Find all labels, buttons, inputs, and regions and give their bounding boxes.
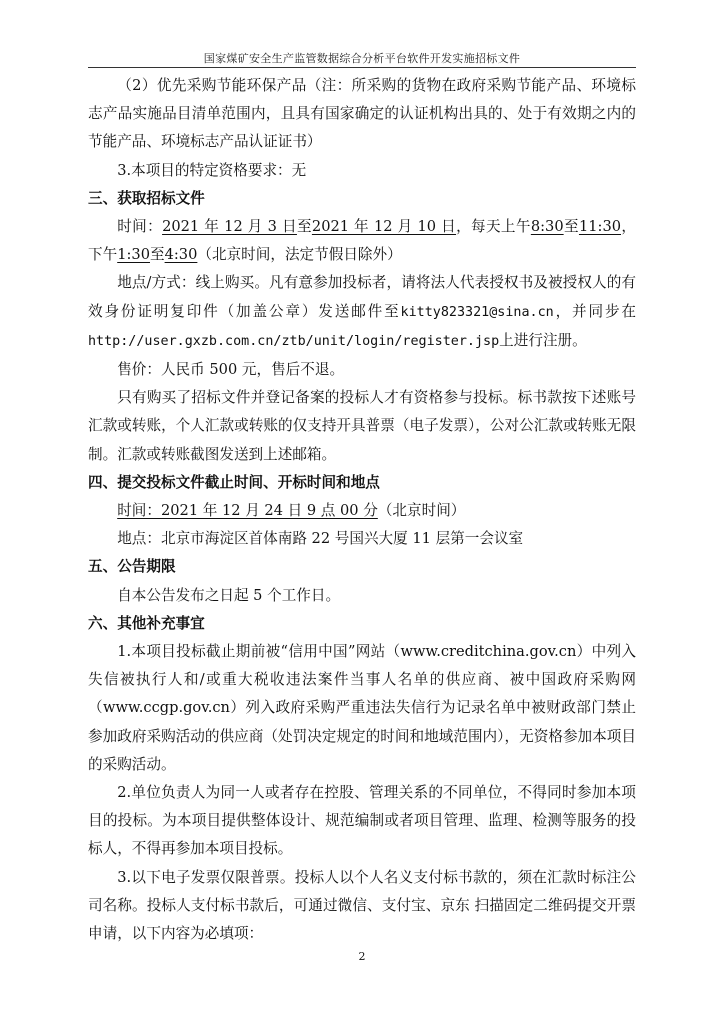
to-text: 至 [296, 218, 312, 236]
paragraph-energy-saving: （2）优先采购节能环保产品（注：所采购的货物在政府采购节能产品、环境标志产品实施品目清单范围内，且具有国家确定的认证机构出具的、处于有效期之内的节能产品、环境标志产品认证证书） [88, 77, 636, 151]
time-note: （北京时间，法定节假日除外） [197, 246, 402, 264]
deadline-note: （北京时间） [377, 502, 466, 520]
section-heading-other-matters: 六、其他补充事宜 [88, 614, 205, 632]
to-text: 至 [149, 246, 165, 264]
running-header: 国家煤矿安全生产监管数据综合分析平台软件开发实施招标文件 [203, 52, 521, 65]
paragraph-notice-period: 自本公告发布之日起 5 个工作日。 [117, 586, 341, 604]
start-date: 2021 年 12 月 3 日 [162, 218, 297, 236]
time-label: 时间： [117, 218, 163, 236]
method-suffix-text: 上进行注册。 [499, 331, 587, 349]
section-heading-obtain-documents: 三、获取招标文件 [88, 189, 205, 207]
end-date: 2021 年 12 月 10 日 [311, 218, 457, 236]
paragraph-related-units: 2.单位负责人为同一人或者存在控股、管理关系的不同单位，不得同时参加本项目的投标。为本项目提供整体设计、规范编制或者项目管理、监理、检测等服务的投标人，不得再参加本项目投标。 [88, 784, 636, 858]
paragraph-price: 售价：人民币 500 元，售后不退。 [117, 361, 345, 379]
paragraph-deadline [88, 497, 636, 525]
daily-text: ，每天上午 [456, 218, 531, 236]
am-start-time: 8:30 [530, 218, 564, 236]
pm-end-time: 4:30 [164, 246, 198, 264]
paragraph-location: 地点：北京市海淀区首体南路 22 号国兴大厦 11 层第一会议室 [117, 530, 524, 548]
section-heading-deadline: 四、提交投标文件截止时间、开标时间和地点 [88, 473, 380, 491]
paragraph-special-qualification: 3.本项目的特定资格要求：无 [117, 161, 307, 179]
register-url-link[interactable]: http://user.gxzb.com.cn/ztb/unit/login/register.jsp [88, 333, 500, 349]
paragraph-invoice: 3.以下电子发票仅限普票。投标人以个人名义支付标书款的，须在汇款时标注公司名称。投标人支付标书款后，可通过微信、支付宝、京东 扫描固定二维码提交开票申请，以下内容为必填项： [88, 868, 636, 943]
email-link[interactable]: kitty823321@sina.cn [400, 304, 554, 320]
method-mid-text: ，并同步在 [553, 302, 636, 320]
deadline-time: 时间：2021 年 12 月 24 日 9 点 00 分 [117, 502, 378, 520]
pm-start-time: 1:30 [117, 246, 150, 264]
paragraph-obtain-method [88, 269, 636, 356]
header-rule [88, 67, 636, 68]
paragraph-purchase-note: 只有购买了招标文件并登记备案的投标人才有资格参与投标。标书款按下述账号汇款或转账，个人汇款或转账的仅支持开具普票（电子发票），公对公汇款或转账无限制。汇款或转账截图发送到上述邮箱。 [88, 389, 636, 463]
to-text: 至 [563, 218, 579, 236]
method-text: 地点/方式：线上购买。凡有意参加投标者，请将法人代表授权书及被授权人的有效身份证明复印件（加盖公章）发送邮件至 [88, 274, 636, 320]
paragraph-credit-restriction: 1.本项目投标截止期前被“信用中国”网站（www.creditchina.gov.cn）中列入失信被执行人和/或重大税收违法案件当事人名单的供应商、被中国政府采购网（www.ccgp.gov.cn）列入政府采购严重违法失信行为记录名单中被财政部门禁止参加政府采购活动的供应商（处罚决定规定的时间和地域范围内），无资格参加本项目的采购活动。 [88, 643, 636, 773]
am-end-time: 11:30 [578, 218, 622, 236]
page-number: 2 [358, 950, 366, 963]
afternoon-text: ，下午 [88, 218, 636, 264]
page-body [88, 72, 636, 948]
paragraph-obtain-time [88, 213, 636, 269]
section-heading-notice-period: 五、公告期限 [88, 558, 176, 576]
